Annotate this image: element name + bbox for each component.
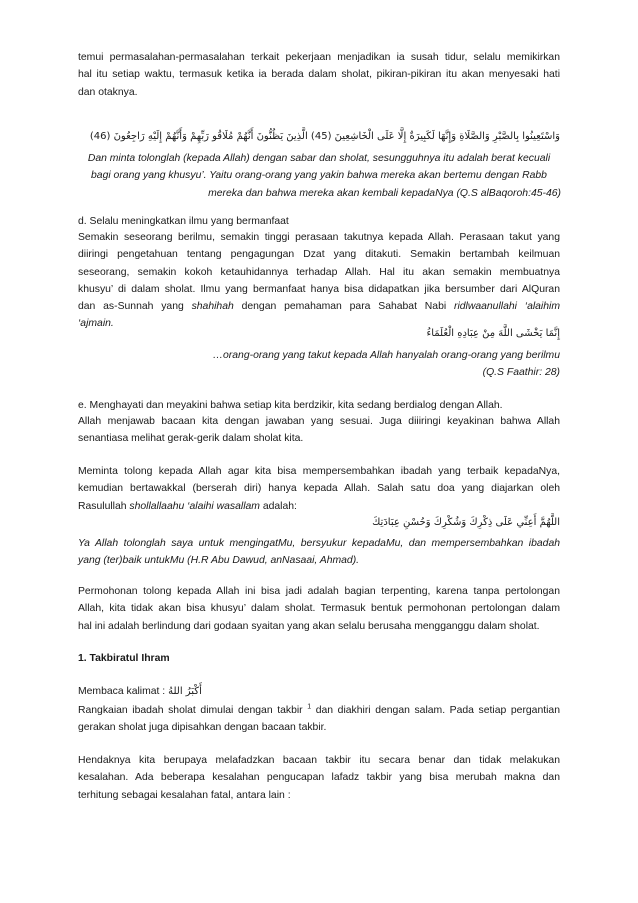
text-run: dan as-Sunnah yang: [78, 301, 192, 313]
text-line: Allah menjawab bacaan kita dengan jawaban yang sesuai. Juga diiiringi keyakinan bahwa Allah: [78, 416, 560, 427]
italic-term: ridlwaanullahi ‘alaihim: [453, 301, 560, 313]
text-line: seseorang, semakin kokoh ketauhidannya terhadap Allah. Hal itu akan semakin membuatnya: [78, 266, 560, 278]
heading-e-text: e. Menghayati dan meyakini bahwa setiap kita berdzikir, kita sedang berdialog dengan Allah.: [78, 400, 503, 411]
text-line: kesalahan. Ada beberapa kesalahan pengucapan lafadz takbir yang bisa merubah makna dan: [78, 772, 560, 784]
section-title-takbiratul-ihram: [78, 650, 560, 667]
text-line: gerakan sholat juga dipisahkan dengan bacaan takbir.: [78, 722, 327, 734]
paragraph-hendaknya: [78, 752, 560, 804]
text-line: diiringi pengetahuan tentang pengagungan Dzat yang ditakuti. Semakin bertambah keilmuan: [78, 249, 560, 261]
text-run: adalah:: [259, 500, 297, 512]
text-line: kemudian bertawakkal (berserah diri) hanya kepada Allah. Salah satu doa yang diajarkan oleh: [78, 483, 560, 495]
text-line: Hendaknya kita berupaya melafadzkan bacaan takbir itu secara benar dan tidak melakukan: [78, 755, 560, 766]
text-line: Permohonan tolong kepada Allah ini bisa jadi adalah bagian terpenting, karena tanpa pertolongan: [78, 586, 560, 597]
italic-term: shahihah: [191, 301, 234, 313]
arabic-verse-albaqarah: وَاسْتَعِينُوا بِالصَّبْرِ وَالصَّلَاةِ وَإِنَّهَا لَكَبِيرَةٌ إِلَّا عَلَى الْخَاشِعِينَ (45) الَّذِينَ يَظُنُّونَ أَنَّهُمْ مُلَاقُو رَبِّهِمْ وَأَنَّهُمْ إِلَيْهِ رَاجِعُونَ (46): [89, 131, 560, 142]
text-line: [78, 702, 560, 719]
heading-d: [78, 213, 560, 230]
text-line: dan otaknya.: [78, 86, 138, 98]
text-run: dengan pemahaman para Sahabat Nabi: [233, 301, 454, 313]
arabic-verse-faathir: إِنَّمَا يَخْشَى اللَّهَ مِنْ عِبَادِهِ الْعُلَمَاءُ: [426, 328, 560, 339]
text-line: ‘ajmain.: [78, 318, 114, 330]
text-line: temui permasalahan-permasalahan terkait pekerjaan menjadikan ia susah tidur, selalu memikirkan: [78, 52, 560, 63]
takbir-arabic: أَكْبَرُ اللهُ: [168, 686, 202, 697]
paragraph-continued: [78, 49, 560, 101]
text-line: Ya Allah tolonglah saya untuk mengingatMu, bersyukur kepadaMu, dan mempersembahkan ibadah: [78, 538, 560, 549]
heading-e: [78, 397, 560, 414]
arabic-doa: اللَّهُمَّ أَعِنِّي عَلَى ذِكْرِكَ وَشُكْرِكَ وَحُسْنِ عِبَادَتِكَ: [372, 517, 560, 528]
text-line: mereka dan bahwa mereka akan kembali kepadaNya (Q.S alBaqoroh:45-46): [208, 187, 561, 199]
text-run: dan diakhiri dengan salam. Pada setiap pergantian: [311, 705, 560, 716]
text-run: Rangkaian ibadah sholat dimulai dengan takbir: [78, 705, 308, 716]
text-line: (Q.S Faathir: 28): [482, 367, 560, 379]
paragraph-ilmu: [78, 229, 560, 333]
text-line: [78, 298, 560, 315]
text-run: Rasulullah: [78, 500, 130, 512]
italic-term: shollallaahu ‘alaihi wasallam: [129, 500, 260, 512]
text-line: Dan minta tolonglah (kepada Allah) dengan sabar dan sholat, sesungguhnya itu adalah berat kecuali: [87, 153, 551, 164]
text-line: [78, 683, 560, 700]
paragraph-doa: [78, 463, 560, 515]
text-line: …orang-orang yang takut kepada Allah hanyalah orang-orang yang berilmu: [212, 350, 560, 361]
kalimat-label: Membaca kalimat :: [78, 686, 169, 697]
text-line: Meminta tolong kepada Allah agar kita bisa mempersembahkan ibadah yang terbaik kepadaNya,: [78, 466, 560, 477]
paragraph-rangkaian: [78, 702, 560, 737]
text-line: [78, 498, 560, 515]
text-line: terhitung sebagai kesalahan fatal, antara lain :: [78, 789, 291, 801]
text-line: Allah, kita tidak akan bisa khusyu’ dalam sholat. Termasuk bentuk permohonan pertolongan dalam: [78, 603, 560, 615]
translation-albaqarah: [77, 150, 561, 202]
translation-faathir: [78, 347, 560, 382]
text-line: hal itu setiap waktu, termasuk ketika ia berada dalam sholat, pikiran-pikiran itu akan menyesaki hati: [78, 69, 560, 81]
footnote-marker[interactable]: 1: [307, 703, 312, 711]
text-line: khusyu’ di dalam sholat. Ilmu yang bermanfaat hanya bisa didapatkan jika bersumber dari AlQuran: [78, 283, 560, 295]
text-line: bagi orang yang khusyu’. Yaitu orang-orang yang yakin bahwa mereka akan bertemu dengan Rabb: [91, 170, 547, 182]
kalimat-line: [78, 683, 560, 700]
text-line: senantiasa melihat gerak-gerik dalam sholat kita.: [78, 433, 304, 445]
text-line: Semakin seseorang berilmu, semakin tinggi perasaan takutnya kepada Allah. Perasaan takut yang: [78, 232, 560, 243]
heading-d-text: d. Selalu meningkatkan ilmu yang bermanfaat: [78, 216, 289, 227]
section-title-text: 1. Takbiratul Ihram: [78, 653, 170, 664]
text-line: hal ini adalah berlindung dari godaan syaitan yang akan selalu berusaha mengganggu dalam sholat.: [78, 620, 540, 632]
text-line: yang (ter)baik untukMu (H.R Abu Dawud, anNasaai, Ahmad).: [78, 555, 360, 567]
paragraph-dzikir: [78, 413, 560, 448]
translation-doa: [78, 535, 560, 570]
paragraph-permohonan: [78, 583, 560, 635]
